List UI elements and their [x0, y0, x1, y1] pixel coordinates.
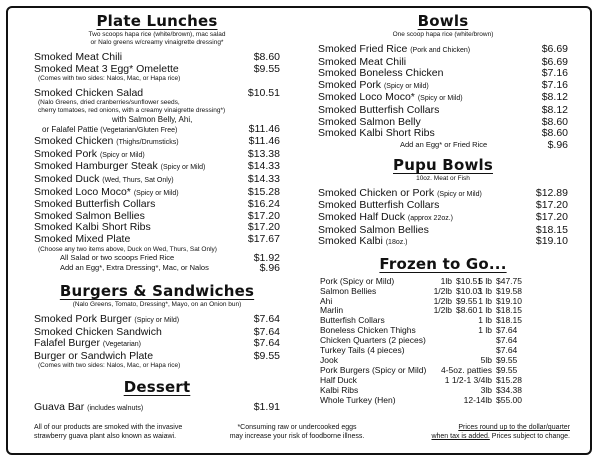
- plate-sub-line1: Two scoops hapa rice (white/brown), mac salad: [88, 31, 226, 38]
- item-detail: (Thighs/Drumsticks): [116, 139, 179, 147]
- burgers-title: Burgers & Sandwiches: [59, 282, 255, 301]
- frozen-price-1: $10.03: [456, 285, 482, 296]
- frozen-item-name: Salmon Bellies: [320, 285, 377, 296]
- dessert-title: Dessert: [123, 378, 191, 397]
- item-name: Smoked Kalbi Short Ribs: [34, 221, 151, 234]
- pupu-list: [318, 188, 568, 249]
- footer-center-line1: *Consuming raw or undercooked eggs: [237, 424, 357, 431]
- item-price: $10.51: [247, 86, 280, 99]
- footer-note-right: [400, 424, 570, 441]
- menu-item: [34, 351, 280, 363]
- pupu-subtitle: 10oz. Meat or Fish: [416, 174, 470, 182]
- menu-item: [34, 136, 280, 149]
- item-price: $14.33: [247, 160, 280, 173]
- frozen-item-name: Butterfish Collars: [320, 315, 385, 326]
- item-name: Smoked Pork: [34, 147, 98, 160]
- frozen-size-2: 3lb: [480, 384, 492, 395]
- item-name: with Salmon Belly, Ahi,: [112, 114, 193, 124]
- frozen-size-1: 1/2lb: [433, 285, 452, 296]
- frozen-item-name: Boneless Chicken Thighs: [320, 325, 416, 336]
- item-price: $6.69: [541, 43, 568, 55]
- item-name: Smoked Loco Moco*: [318, 91, 415, 104]
- item-price: $17.20: [535, 199, 568, 212]
- item-detail: (Vegetarian/Gluten Free): [100, 126, 178, 134]
- plate-lunches-title: Plate Lunches: [96, 12, 218, 30]
- item-detail: (approx 22oz.): [407, 214, 454, 222]
- frozen-item-name: Whole Turkey (Hen): [320, 394, 396, 405]
- item-price: $13.38: [247, 147, 280, 160]
- item-price: $7.16: [541, 78, 568, 91]
- item-price: $17.20: [247, 209, 280, 222]
- bowls-title: Bowls: [417, 12, 469, 30]
- frozen-price-1: $9.55: [456, 295, 478, 306]
- frozen-size-1: 1/2lb: [433, 295, 452, 306]
- item-price: $19.10: [535, 235, 568, 248]
- menu-item: [318, 128, 568, 140]
- frozen-item-name: Chicken Quarters (2 pieces): [320, 335, 426, 346]
- frozen-size-1: 1/2lb: [433, 305, 452, 316]
- frozen-item-name: Jook: [320, 354, 338, 365]
- frozen-price-2: $18.15: [496, 315, 522, 326]
- addon-price: $.96: [259, 262, 280, 275]
- item-detail: (Spicy or Mild): [417, 95, 463, 103]
- menu-item: [34, 234, 280, 246]
- item-note: (Nalo Greens, dried cranberries/sunflower seeds,: [38, 99, 180, 107]
- item-detail: (Spicy or Mild): [383, 82, 429, 90]
- item-name: Smoked Kalbi Short Ribs: [318, 127, 435, 140]
- frozen-price-1: $10.51: [456, 275, 482, 286]
- item-price: $7.64: [253, 337, 280, 350]
- item-detail: (Wed, Thurs, Sat Only): [102, 176, 174, 184]
- item-price: $14.33: [247, 172, 280, 185]
- item-price: $17.67: [247, 232, 280, 245]
- item-name: Smoked Chicken or Pork: [318, 186, 435, 199]
- item-price: $11.46: [248, 122, 280, 135]
- frozen-price-2: $7.64: [496, 325, 518, 336]
- item-name: Smoked Meat Chili: [318, 55, 407, 68]
- item-name: Smoked Pork Burger: [34, 313, 132, 326]
- frozen-item-name: Pork Burgers (Spicy or Mild): [320, 364, 427, 375]
- menu-item: [318, 212, 568, 225]
- frozen-price-2: $9.55: [496, 364, 518, 375]
- menu-item: [34, 199, 280, 211]
- item-price: $1.91: [253, 401, 280, 414]
- item-note: cherry tomatoes, red onions, with a creamy vinaigrette dressing*): [38, 106, 226, 114]
- bowls-subtitle: One scoop hapa rice (white/brown): [392, 31, 494, 38]
- frozen-item-name: Half Duck: [320, 374, 357, 385]
- frozen-size-2: 1 lb: [478, 305, 492, 316]
- item-name: Smoked Meat Chili: [34, 51, 123, 63]
- frozen-price-1: $8.60: [456, 305, 478, 316]
- item-name: Smoked Boneless Chicken: [318, 67, 444, 80]
- frozen-price-2: $55.00: [496, 394, 522, 405]
- frozen-size-2: 1 lb: [478, 285, 492, 296]
- item-price: $9.55: [253, 349, 280, 362]
- frozen-list: [318, 277, 568, 406]
- frozen-size-2: 5 lb: [478, 275, 492, 286]
- item-detail: (Spicy or Mild): [99, 151, 145, 159]
- addon-row: [318, 140, 568, 150]
- item-detail: (Spicy or Mild): [160, 164, 206, 172]
- footer-note-left: [34, 424, 184, 441]
- frozen-size-2: 1 lb: [478, 295, 492, 306]
- item-price: $17.20: [535, 210, 568, 223]
- item-note: (Comes with two sides: Nalos, Mac, or Hapa rice): [38, 75, 181, 83]
- item-name: Smoked Hamburger Steak: [34, 160, 158, 173]
- footer-left-line1: All of our products are smoked with the invasive: [34, 424, 183, 431]
- right-column: [318, 12, 568, 406]
- item-detail: (Spicy or Mild): [134, 317, 180, 325]
- addon-text: Add an Egg*, Extra Dressing*, Mac, or Nalos: [60, 263, 209, 273]
- menu-item: [34, 88, 280, 100]
- addon-text: Add an Egg* or Fried Rice: [400, 139, 488, 149]
- plate-sub-line2: or Nalo greens w/creamy vinaigrette dressing*: [90, 39, 224, 46]
- frozen-item-name: Turkey Tails (4 pieces): [320, 345, 405, 356]
- frozen-price-2: $18.15: [496, 305, 522, 316]
- frozen-title: Frozen to Go...: [379, 254, 507, 273]
- item-price: $9.55: [253, 62, 280, 75]
- item-name: Falafel Burger: [34, 337, 100, 350]
- menu-item: [34, 174, 280, 187]
- item-name: Smoked Chicken Salad: [34, 86, 144, 99]
- item-name: Smoked Pork: [318, 78, 382, 91]
- footer-right-line2: [400, 433, 570, 442]
- frozen-size-2: 1 lb: [478, 325, 492, 336]
- frozen-row: [318, 346, 568, 356]
- item-price: $7.64: [253, 313, 280, 326]
- item-name: Smoked Salmon Bellies: [318, 223, 429, 236]
- item-name: Smoked Salmon Bellies: [34, 209, 145, 222]
- item-detail: (includes walnuts): [87, 405, 144, 413]
- frozen-price-2: $19.10: [496, 295, 522, 306]
- frozen-size-2: 1 lb: [478, 315, 492, 326]
- footer-right-tax: when tax is added.: [431, 432, 490, 440]
- frozen-price-2: $7.64: [496, 335, 518, 346]
- frozen-size-2: 4-5oz. patties: [440, 364, 492, 375]
- frozen-price-2: $34.38: [496, 384, 522, 395]
- footer-center-line2: may increase your risk of foodborne illness.: [229, 432, 365, 440]
- frozen-price-2: $7.64: [496, 345, 518, 356]
- frozen-item-name: Pork (Spicy or Mild): [320, 275, 395, 286]
- item-name: Smoked Chicken: [34, 135, 114, 148]
- menu-item: [318, 44, 568, 57]
- item-price: $6.69: [541, 55, 568, 68]
- menu-item: [318, 105, 568, 117]
- item-detail: (Spicy or Mild): [437, 190, 482, 198]
- item-name: Smoked Butterfish Collars: [34, 198, 156, 211]
- item-price: $8.60: [541, 127, 568, 140]
- frozen-size-1: 1lb: [440, 275, 452, 286]
- footer-left-line2: strawberry guava plant also known as waiawi.: [34, 432, 177, 440]
- frozen-price-2: $47.75: [496, 275, 522, 286]
- item-name: Burger or Sandwich Plate: [34, 349, 154, 362]
- item-name: Smoked Mixed Plate: [34, 232, 131, 245]
- item-price: $8.60: [541, 115, 568, 128]
- addon-row: [34, 253, 280, 263]
- footer-right-line1: Prices round up to the dollar/quarter: [458, 424, 570, 431]
- addon-text: All Salad or two scoops Fried Rice: [60, 253, 175, 263]
- item-detail: (Vegetarian): [102, 341, 142, 349]
- item-name: Smoked Half Duck: [318, 210, 405, 223]
- pupu-title: Pupu Bowls: [393, 155, 493, 174]
- item-detail: (18oz.): [385, 239, 408, 247]
- item-name: Smoked Kalbi: [318, 235, 383, 248]
- addon-row: [34, 263, 280, 273]
- item-price: $16.24: [247, 198, 280, 211]
- menu-item: [318, 236, 568, 249]
- item-price: $18.15: [535, 223, 568, 236]
- footer-right-change: Prices subject to change.: [489, 432, 570, 440]
- item-name: Smoked Chicken Sandwich: [34, 325, 162, 338]
- item-note: (Comes with two sides: Nalos, Mac, or Hapa rice): [38, 362, 181, 370]
- footer-note-center: [202, 424, 392, 441]
- item-name: Smoked Duck: [34, 172, 100, 185]
- item-price: $11.46: [248, 135, 280, 148]
- item-price: $12.89: [535, 186, 568, 199]
- addon-price: $.96: [547, 138, 568, 151]
- item-name: Smoked Butterfish Collars: [318, 199, 440, 212]
- item-price: $8.12: [541, 91, 568, 104]
- addon-price: $1.92: [253, 252, 280, 265]
- item-price: $7.64: [253, 325, 280, 338]
- frozen-item-name: Kalbi Ribs: [320, 384, 359, 395]
- item-name: Guava Bar: [34, 401, 85, 414]
- item-price: $8.60: [253, 51, 280, 63]
- item-price: $8.12: [541, 103, 568, 116]
- item-price: $7.16: [541, 67, 568, 80]
- menu-item: [34, 64, 280, 76]
- plate-lunches-subtitle: [34, 31, 280, 47]
- frozen-price-2: $19.58: [496, 285, 522, 296]
- item-name: Smoked Loco Moco*: [34, 185, 131, 198]
- frozen-size-2: 5lb: [480, 354, 492, 365]
- menu-item: [34, 338, 280, 351]
- item-name: Smoked Fried Rice: [318, 43, 408, 55]
- burgers-subtitle: (Nalo Greens, Tomato, Dressing*, Mayo, on an Onion bun): [72, 301, 242, 309]
- frozen-size-2: 1 1/2-1 3/4lb: [444, 374, 492, 385]
- menu-item: [34, 314, 280, 327]
- item-name: Smoked Butterfish Collars: [318, 103, 440, 116]
- item-detail: (Spicy or Mild): [133, 189, 179, 197]
- menu-item: [34, 402, 280, 415]
- frozen-size-2: 12-14lb: [463, 394, 492, 405]
- frozen-item-name: Ahi: [320, 295, 333, 306]
- frozen-price-2: $9.55: [496, 354, 518, 365]
- item-price: $17.20: [247, 221, 280, 234]
- item-name: Smoked Meat 3 Egg* Omelette: [34, 62, 179, 75]
- item-name: Smoked Salmon Belly: [318, 115, 421, 128]
- item-name: or Falafel Pattie: [42, 124, 99, 134]
- left-column: [34, 12, 280, 415]
- menu-item: [34, 52, 280, 64]
- frozen-price-2: $15.28: [496, 374, 522, 385]
- frozen-row: [318, 396, 568, 406]
- item-detail: (Pork and Chicken): [410, 47, 471, 54]
- bowls-list: [318, 44, 568, 140]
- frozen-item-name: Marlin: [320, 305, 344, 316]
- item-note: (Choose any two items above, Duck on Wed, Thurs, Sat Only): [38, 245, 217, 253]
- item-price: $15.28: [247, 185, 280, 198]
- menu-item: [34, 115, 280, 124]
